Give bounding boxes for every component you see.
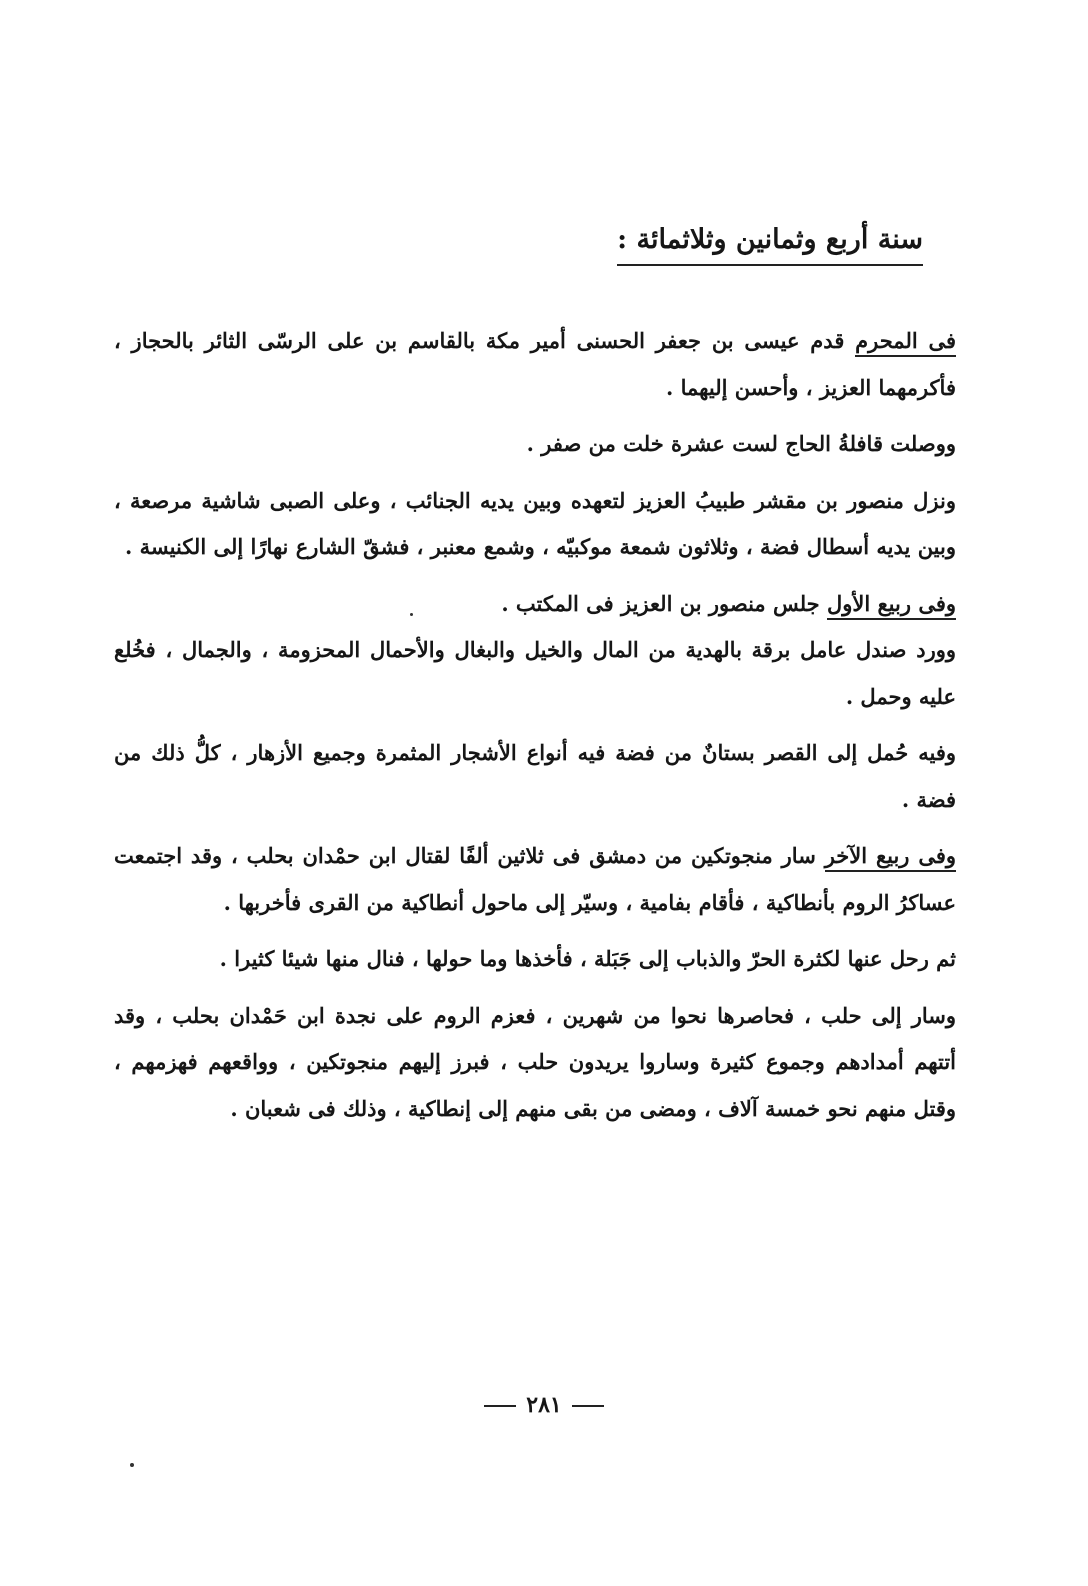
paragraph bbox=[114, 993, 956, 1133]
paragraph bbox=[114, 581, 956, 628]
paragraph-text: وفيه حُمل إلى القصر بستانٌ من فضة فيه أنواع الأشجار المثمرة وجميع الأزهار ، كلُّ ذلك من فضة . bbox=[114, 740, 956, 812]
dash-divider bbox=[572, 1405, 604, 1407]
paragraph bbox=[114, 478, 956, 571]
paragraph-text: ونزل منصور بن مقشر طبيبُ العزيز لتعهده وبين يديه الجنائب ، وعلى الصبى شاشية مرصعة ، وبين يديه أسطال فضة ، وثلاثون شمعة موكبيّه ، وشمع معنبر ، فشقّ الشارع نهارًا إلى الكنيسة . bbox=[114, 487, 956, 559]
paragraph bbox=[114, 318, 956, 411]
paragraph bbox=[114, 936, 956, 983]
paragraph-text: جلس منصور بن العزيز فى المكتب . bbox=[501, 590, 827, 616]
month-label: وفى ربيع الآخر bbox=[825, 843, 956, 872]
paragraph-text: سار منجوتكين من دمشق فى ثلاثين ألفًا لقتال ابن حمْدان بحلب ، وقد اجتمعت عساكرُ الروم بأنطاكية ، فأقام بفامية ، وسيّر إلى ماحول أنطاكية من القرى فأخربها . bbox=[114, 843, 956, 915]
paragraph bbox=[114, 627, 956, 720]
paragraph-text: وسار إلى حلب ، فحاصرها نحوا من شهرين ، فعزم الروم على نجدة ابن حَمْدان بحلب ، وقد أتتهم أمدادهم وجموع كثيرة وساروا يريدون حلب ، فبرز إليهم منجوتكين ، وواقعهم فهزمهم ، وقتل منهم نحو خمسة آلاف ، ومضى من بقى منهم إلى إنطاكية ، وذلك فى شعبان . bbox=[114, 1002, 956, 1121]
scan-speck bbox=[410, 613, 413, 616]
paragraph-text: ووصلت قافلةُ الحاج لست عشرة خلت من صفر . bbox=[526, 431, 956, 456]
section-heading: سنة أربع وثمانين وثلاثمائة : bbox=[617, 222, 923, 266]
page-number-text: ٢٨١ bbox=[526, 1392, 562, 1418]
paragraph bbox=[114, 421, 956, 468]
body-text bbox=[114, 318, 956, 1142]
month-label: وفى ربيع الأول bbox=[827, 591, 956, 620]
paragraph-text: قدم عيسى بن جعفر الحسنى أمير مكة بالقاسم بن على الرسّى الثائر بالحجاز ، فأكرمهما العزيز ، وأحسن إليهما . bbox=[114, 328, 956, 400]
month-label: فى المحرم bbox=[855, 328, 956, 357]
dash-divider bbox=[484, 1405, 516, 1407]
paragraph bbox=[114, 833, 956, 926]
page-number bbox=[0, 1392, 1088, 1418]
paragraph-text: وورد صندل عامل برقة بالهدية من المال والخيل والبغال والأحمال المحزومة ، والجمال ، فخُلع عليه وحمل . bbox=[114, 637, 956, 709]
paragraph-text: ثم رحل عنها لكثرة الحرّ والذباب إلى جَبَلة ، فأخذها وما حولها ، فنال منها شيئا كثيرا . bbox=[219, 946, 956, 971]
paragraph bbox=[114, 730, 956, 823]
scan-speck bbox=[130, 1463, 134, 1467]
